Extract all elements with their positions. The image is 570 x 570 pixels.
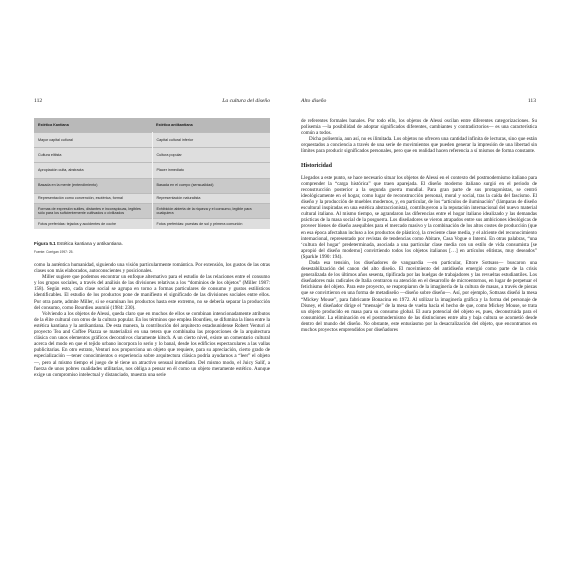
right-page-header: [301, 98, 536, 104]
paragraph: como la auténtica humanidad, siguiendo una visión particularmente romántica. Por extensión, los gustos de las otras clases son más elaborados, autoconscientes y posicionales.: [34, 262, 270, 275]
figure-caption: [34, 241, 123, 246]
table-cell: Fotos preferidas: puestas de sol y primera comunión: [152, 219, 270, 229]
table-header-cell: Estética antikantiana: [152, 118, 270, 133]
table-cell: Capital cultural inferior: [152, 133, 270, 148]
running-head: La cultura del diseño: [222, 98, 270, 104]
table-cell: Exhibición abierta de la riqueza y el consumo, legible para cualquiera: [152, 204, 270, 219]
table-row: [34, 133, 270, 148]
table-cell: Basada en la mente (entendimiento): [34, 178, 152, 193]
left-body-text: [34, 262, 270, 378]
right-page: [285, 0, 570, 570]
table-cell: Apropiación culta, abstracta: [34, 163, 152, 178]
figure-source: Fuente: Corrigan 1997: 25.: [34, 250, 74, 254]
right-body-text: [301, 118, 537, 333]
table-row: [34, 178, 270, 193]
aesthetics-table: [34, 118, 270, 229]
figure-caption-text: Estética kantiana y antikantiana.: [56, 241, 123, 246]
table-cell: Placer inmediato: [152, 163, 270, 178]
paragraph: Miller sugiere que podemos encontrar un enfoque alternativo para el estudio de las relaciones entre el consumo y los grupos sociales, a través del análisis de las divisiones relativas a los “dominios de los objetos” (Miller 1987: 158). Según esto, cada clase social se agrupa en torno a formas particulares de consumo y gustos estilísticos identificables. El estudio de los productos pone de manifiesto el significado de las divisiones sociales entre ellos. Por otra parte, admite Miller, si se examinan los productos hasta este extremo, no se debería separar la producción del consumo, como Bourdieu asumió (1984: 230).: [34, 274, 270, 311]
table-cell: Representación naturalista: [152, 193, 270, 204]
table-cell: Fotos preferidas: tejados y accidentes de coche: [34, 219, 152, 229]
paragraph: de referentes formales banales. Por todo ello, los objetos de Alessi oscilan entre diferentes categorizaciones. Su polisemia —la posibilidad de adoptar significados diferentes, cambiantes y contradictorios— es una característica común a todos.: [301, 118, 537, 137]
paragraph: Dada esa tensión, los diseñadores de vanguardia —en particular, Ettore Sottsass— buscaron una desestabilización del canon del alto diseño. El movimiento del antidiseño emergió como parte de la crisis generalizada de los últimos años sesenta, tipificada por las huelgas de trabajadores y las revueltas estudiantiles. Los diseñadores más radicales de Italia centraron su atención en el desarrollo de microentornos, en lugar de perpetuar el fetichismo del objeto. Para este proyecto, se reapropiaron de la imaginería de la cultura de masas, a través de piezas que se convirtieron en una forma de metadiseño —diseño sobre diseño—. Así, por ejemplo, Sottsass diseñó la mesa “Mickey Mouse”, para fabricante Bonacina en 1972. Al utilizar la imaginería gráfica y la forma del personaje de Disney, el diseñador dirige el “mensaje” de la mesa de vuelta hacia el hecho de que, como Mickey Mouse, se trata un objeto producido en masa para su consumo global. El aura potencial del objeto es, pues, deconstruida para el consumidor. La eliminación en el postmodernismo de las distinciones entre alta y baja cultura se acometió desde dentro del mundo del diseño. No obstante, este entusiasmo por la desacralización del objeto, que encontramos en muchos proyectos emprendidos por diseñadores: [301, 259, 537, 333]
figure-label: Figura 5.1: [34, 241, 56, 246]
table-header-cell: Estética Kantiana: [34, 118, 152, 133]
table-cell: Cultura popular: [152, 148, 270, 163]
table-cell: Formas de expresión sutiles, distantes e inconspicuas, legibles sólo para los suficientemente cultivados o civilizados: [34, 204, 152, 219]
table-row: [34, 204, 270, 219]
paragraph: Llegados a este punto, se hace necesario situar los objetos de Alessi en el contexto del postmodernismo italiano para comprender la “carga histórica” que traen aparejada. El diseño moderno italiano surgió en el periodo de reconstrucción posterior a la segunda guerra mundial. Para gran parte de sus protagonistas, se centró ideológicamente en el hogar, como lugar de reconstrucción personal, moral y social, tras la caída del fascismo. El diseño y la producción de muebles modernos, y, en particular, de los “artículos de iluminación” (lámparas de diseño escultural inspiradas en una estética abstraccionista), contribuyeron a la reputación internacional del nuevo material cultural italiano. Al mismo tiempo, se agrandaron las diferencias entre el hogar italiano idealizado y las demandas prácticas de la masa social de la posguerra. Los diseñadores se vieron atrapados entre sus ambiciones ideológicas de proveer bienes de diseño asequibles para el mercado masivo y la combinación de los altos costes de producción (que en esa época afectaban incluso a los productos de plástico), la creciente clase media, y el alciente del reconocimiento internacional, representado por revistas de tendencias como Abitare, Casa Vogue o Interni. En otras palabras, “una ‘cultura del hogar’ predeterminada, asociada a una particular clase media con un estilo de vida consumista [se apropió del diseño moderno] convirtiendo todos los objetos italianos […] en artículos elitistas, muy deseados” (Sparkle 1990: 194).: [301, 174, 537, 260]
table-row: [34, 148, 270, 163]
paragraph: Volviendo a los objetos de Alessi, queda claro que en muchos de ellos se combinan intencionadamente atributos de la élite cultural con otros de la cultura popular. En los términos que emplea Bourdieu, se difumina la línea entre la estética kantiana y la antikantiana. De esta manera, la contribución del arquitecto estadounidense Robert Venturi al proyecto Tea and Coffee Piazza se materializó en una tetera que combinaba las proporciones de la arquitectura clásica con unos elementos gráficos decorativos claramente kitsch. A un cierto nivel, existe un comentario cultural acerca del modo en que el tejido urbano incorpora lo serio y lo banal, desde los edificios espectaculares a las vallas publicitarias. En otro estrato, Venturi nos proporciona un objeto que requiere, para su apreciación, cierto grado de especialización —tener conocimientos o experiencia sobre arquitectura clásica podría ayudarnos a “leer” el objeto—, pero al mismo tiempo el juego de té tiene un atractivo sensual inmediato. Del mismo modo, el Juicy Salif, a fuerza de unos pobres cualidades utilitarias, nos obliga a pensar en él como un objeto meramente estético. Aunque exige un compromiso intelectual y distanciado, muestra una serie: [34, 310, 270, 378]
paragraph: Dicha polisemia, aun así, no es ilimitada. Los objetos no ofrecen una cantidad infinita de lecturas, sino que están orquestados a conciencia a través de una serie de movimientos que pueden generar la impresión de una libertad sin límites para producir significados personales, pero que en realidad hacen referencia a sí mismos de forma constante.: [301, 136, 537, 155]
table-row: [34, 219, 270, 229]
section-heading: Historicidad: [301, 162, 332, 169]
table-cell: Basada en el cuerpo (sensualidad): [152, 178, 270, 193]
page-number: 112: [34, 98, 43, 104]
left-page-header: [34, 98, 270, 104]
table-header-row: [34, 118, 270, 133]
table-row: [34, 193, 270, 204]
table-row: [34, 163, 270, 178]
table-cell: Representación como convención, esotérica, formal: [34, 193, 152, 204]
table-cell: Cultura elitista: [34, 148, 152, 163]
running-head: Alto diseño: [301, 98, 327, 104]
page-number: 113: [527, 98, 536, 104]
table-cell: Mayor capital cultural: [34, 133, 152, 148]
